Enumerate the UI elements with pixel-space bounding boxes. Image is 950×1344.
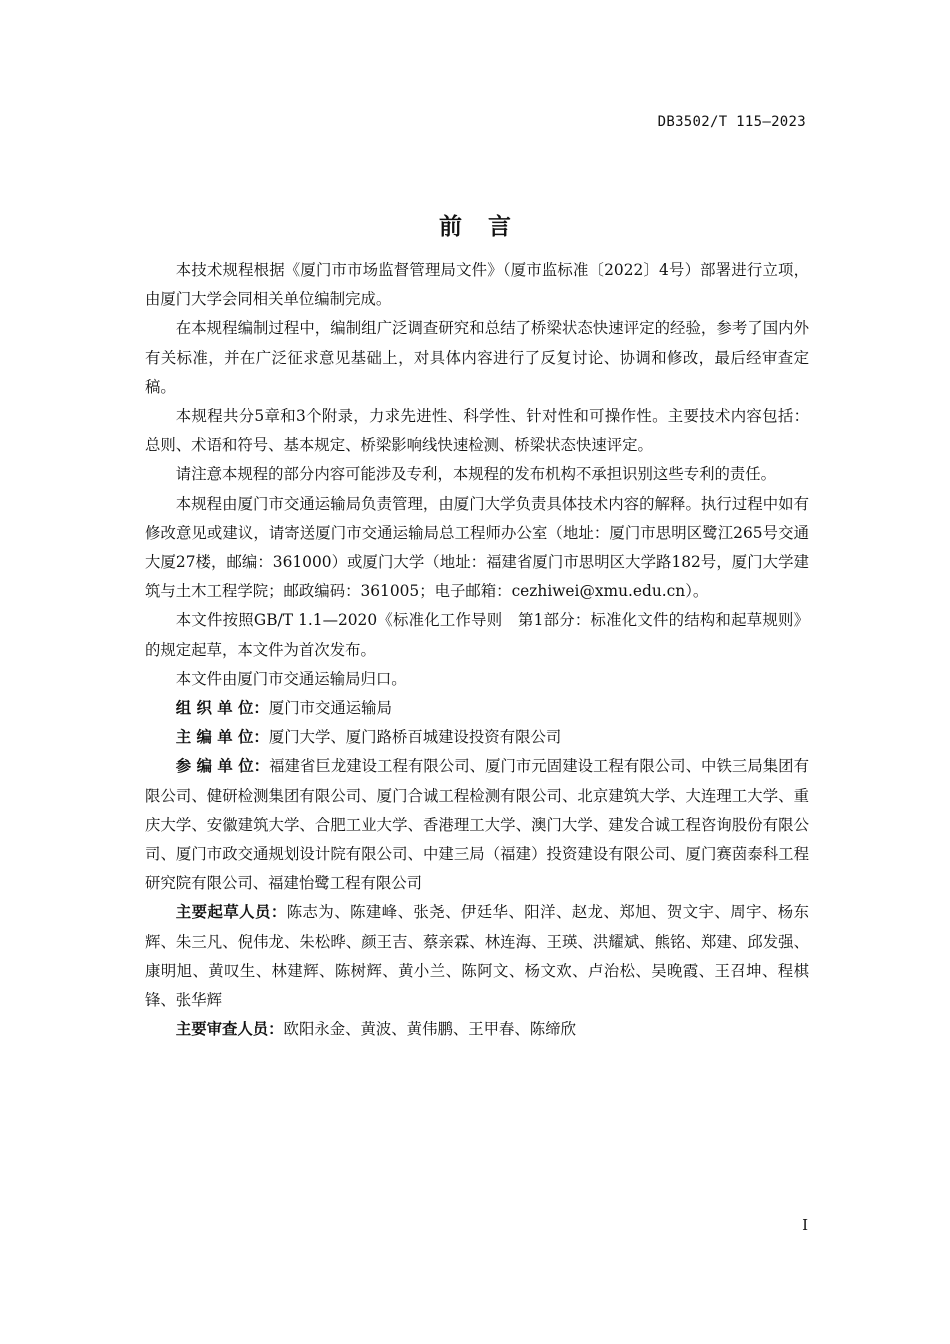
organizing-unit-label: 组 织 单 位： bbox=[175, 699, 269, 718]
main-reviewers-label: 主要审查人员： bbox=[175, 1020, 284, 1039]
chief-editor-units-value: 厦门大学、厦门路桥百城建设投资有限公司 bbox=[268, 728, 562, 747]
paragraph-patent-notice: 请注意本规程的部分内容可能涉及专利，本规程的发布机构不承担识别这些专利的责任。 bbox=[175, 465, 777, 484]
document-code: DB3502/T 115—2023 bbox=[657, 114, 806, 130]
paragraph-centralized-unit: 本文件由厦门市交通运输局归口。 bbox=[175, 669, 407, 688]
organizing-unit-value: 厦门市交通运输局 bbox=[268, 699, 392, 718]
foreword-body bbox=[145, 256, 809, 1044]
main-drafters-value: 陈志为、陈建峰、张尧、伊廷华、阳洋、赵龙、郑旭、贺文宇、周宇、杨东辉、朱三凡、倪伟龙、朱松晔、颜王吉、蔡亲霖、林连海、王瑛、洪耀斌、熊铭、郑建、邱发强、康明旭、黄叹生、林建辉、陈树辉、黄小兰、陈阿文、杨文欢、卢治松、吴晚霞、王召坤、程棋锋、张华辉 bbox=[145, 903, 809, 1010]
main-reviewers-line bbox=[145, 1015, 809, 1044]
organizing-unit-line bbox=[145, 694, 809, 723]
page-title: 前言 bbox=[439, 214, 537, 240]
participating-units-value: 福建省巨龙建设工程有限公司、厦门市元固建设工程有限公司、中铁三局集团有限公司、健研检测集团有限公司、厦门合诚工程检测有限公司、北京建筑大学、大连理工大学、重庆大学、安徽建筑大学、合肥工业大学、香港理工大学、澳门大学、建发合诚工程咨询股份有限公司、厦门市政交通规划设计院有限公司、中建三局（福建）投资建设有限公司、厦门赛茵泰科工程研究院有限公司、福建怡鹭工程有限公司 bbox=[145, 757, 809, 893]
participating-units-label: 参 编 单 位： bbox=[175, 757, 270, 776]
paragraph-compilation-process: 在本规程编制过程中，编制组广泛调查研究和总结了桥梁状态快速评定的经验，参考了国内外有关标准，并在广泛征求意见基础上，对具体内容进行了反复讨论、协调和修改，最后经审查定稿。 bbox=[145, 319, 809, 396]
participating-units-line bbox=[145, 752, 809, 898]
main-drafters-line bbox=[145, 898, 809, 1015]
paragraph-project-basis: 本技术规程根据《厦门市市场监督管理局文件》（厦市监标准〔2022〕4号）部署进行立项，由厦门大学会同相关单位编制完成。 bbox=[145, 261, 809, 309]
page-number: I bbox=[802, 1216, 808, 1234]
chief-editor-units-label: 主 编 单 位： bbox=[175, 728, 269, 747]
main-drafters-label: 主要起草人员： bbox=[175, 903, 287, 922]
chief-editor-units-line bbox=[145, 723, 809, 752]
paragraph-drafting-rules: 本文件按照GB/T 1.1—2020《标准化工作导则 第1部分：标准化文件的结构和起草规则》的规定起草，本文件为首次发布。 bbox=[145, 611, 809, 659]
paragraph-contents-summary: 本规程共分5章和3个附录，力求先进性、科学性、针对性和可操作性。主要技术内容包括：总则、术语和符号、基本规定、桥梁影响线快速检测、桥梁状态快速评定。 bbox=[145, 407, 809, 455]
paragraph-management-contact: 本规程由厦门市交通运输局负责管理，由厦门大学负责具体技术内容的解释。执行过程中如有修改意见或建议，请寄送厦门市交通运输局总工程师办公室（地址：厦门市思明区鹭江265号交通大厦27楼，邮编：361000）或厦门大学（地址：福建省厦门市思明区大学路182号，厦门大学建筑与土木工程学院；邮政编码：361005；电子邮箱：cezhiwei@xmu.edu.cn）。 bbox=[145, 494, 809, 601]
main-reviewers-value: 欧阳永金、黄波、黄伟鹏、王甲春、陈缔欣 bbox=[283, 1020, 576, 1039]
